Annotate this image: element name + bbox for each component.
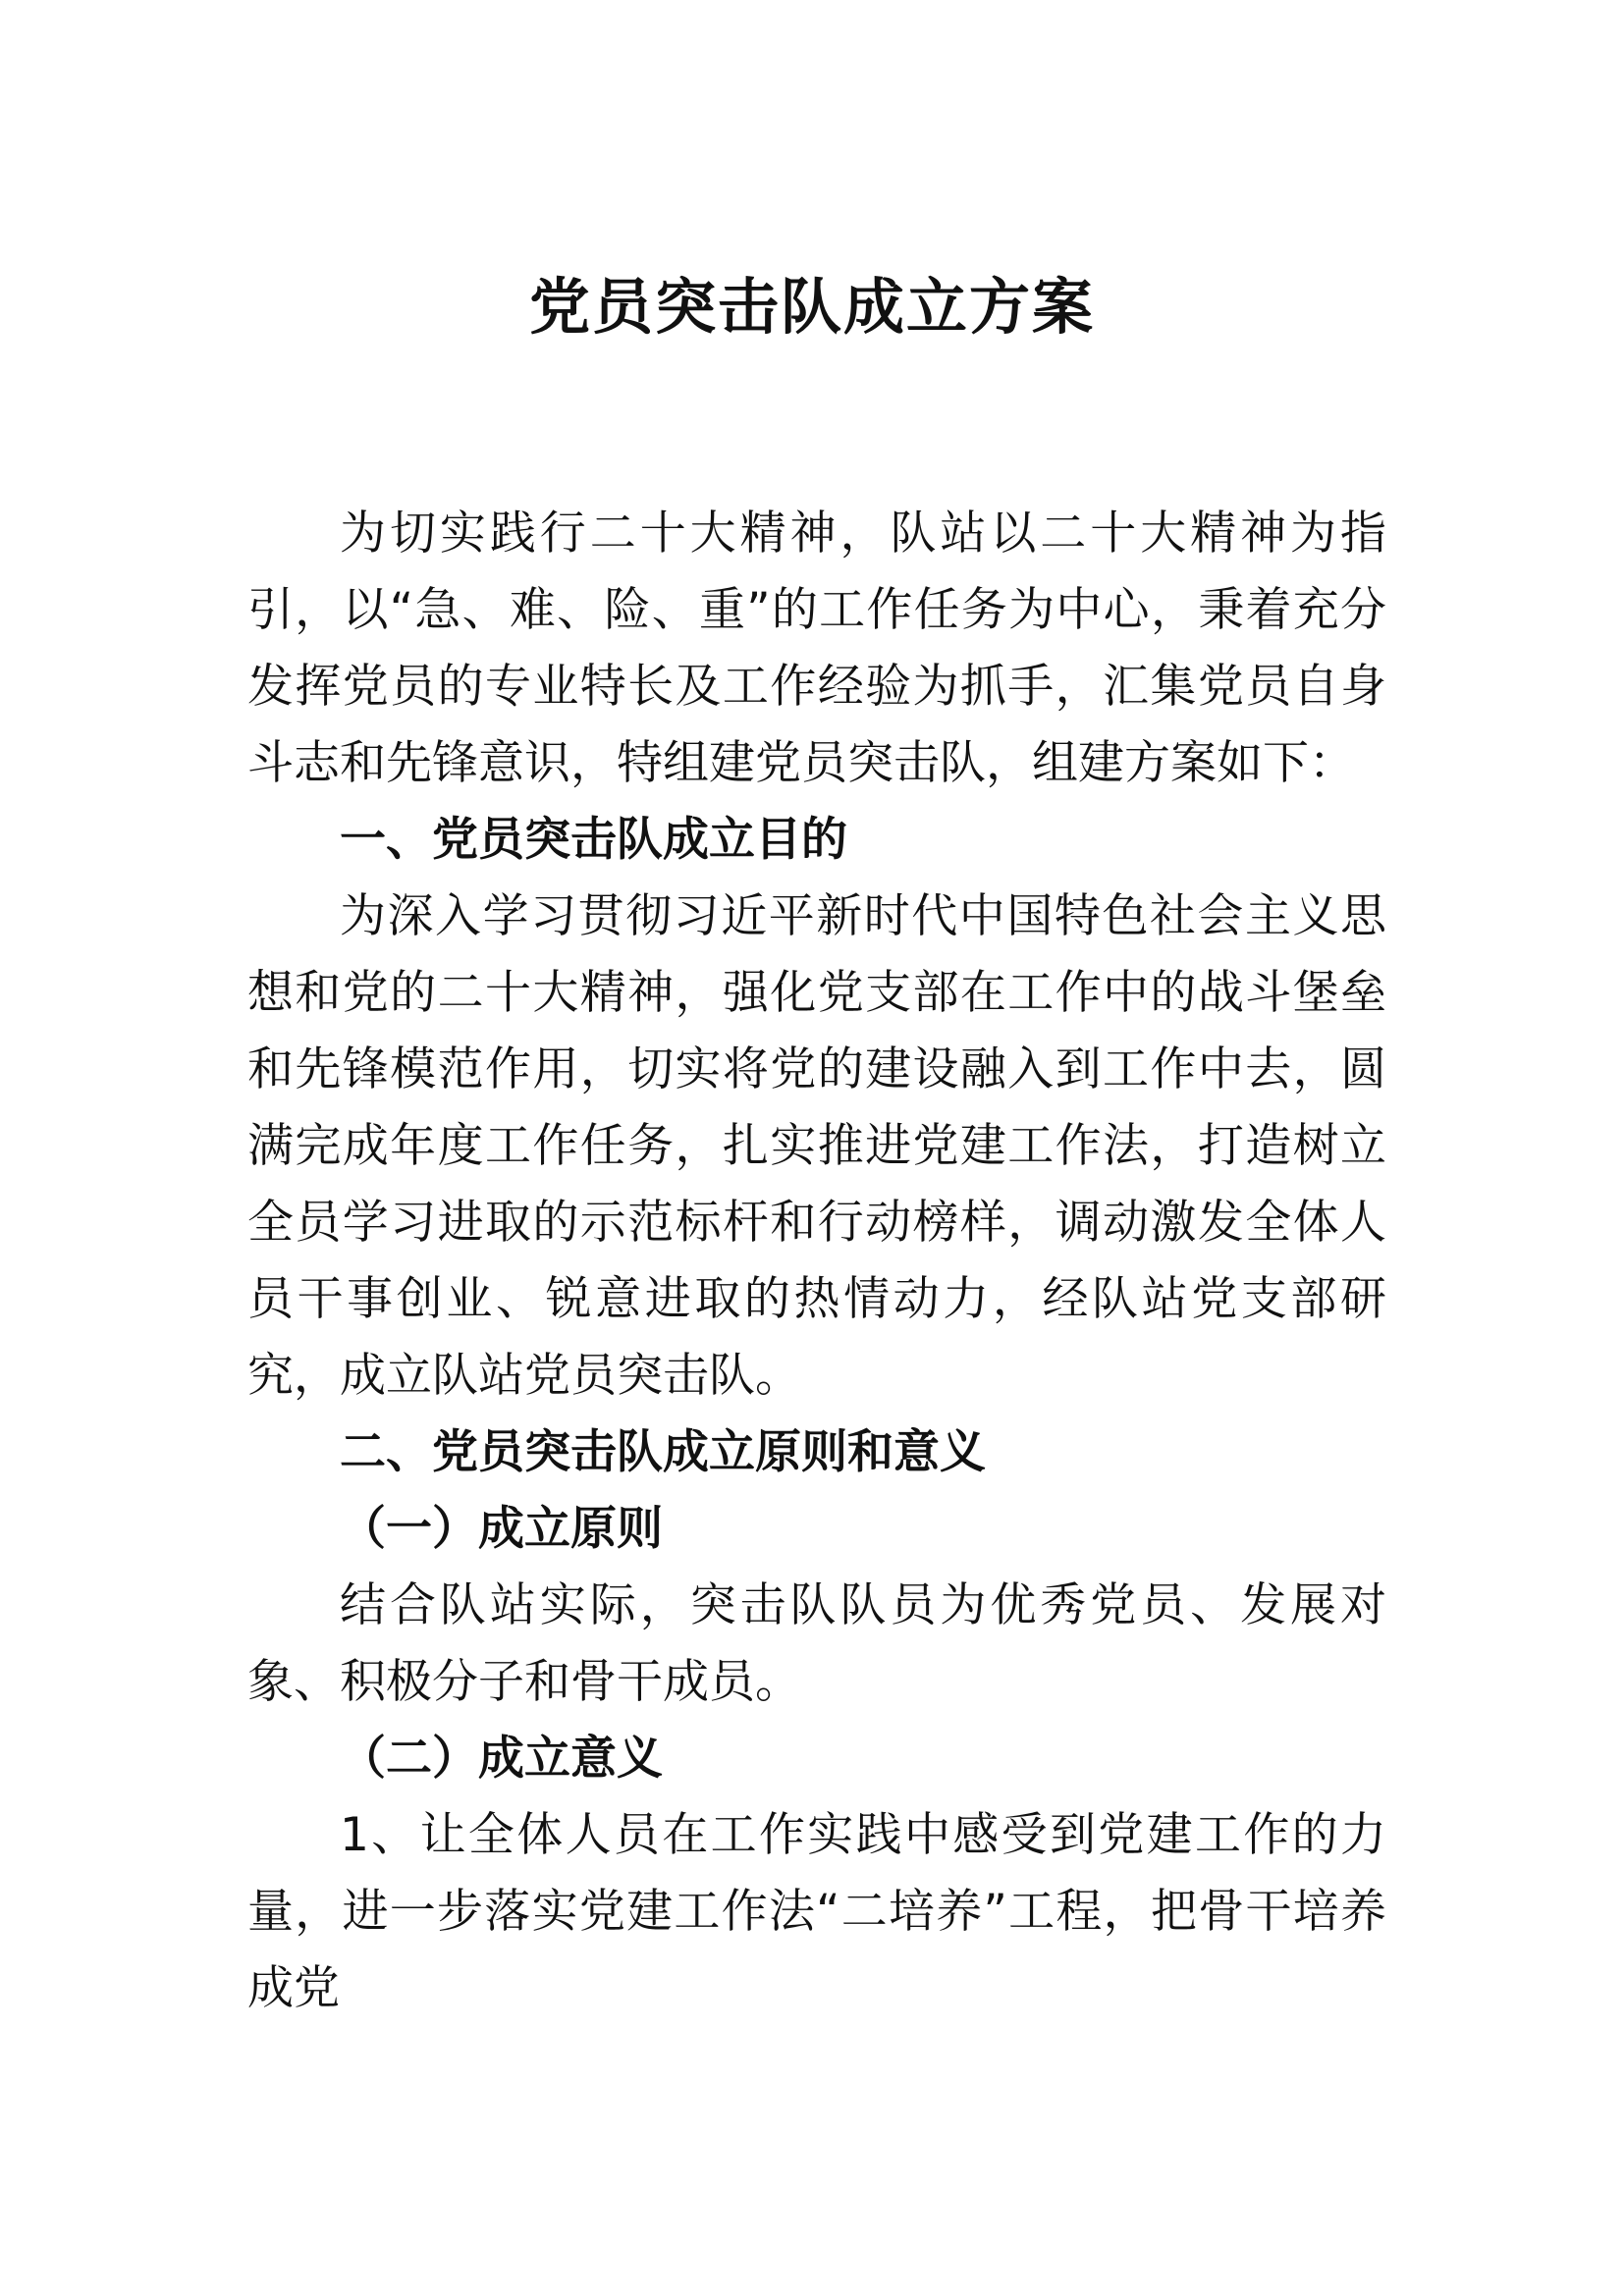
subsection-2-paragraph: 1、让全体人员在工作实践中感受到党建工作的力量，进一步落实党建工作法“二培养”工程，把骨干培养成党 bbox=[247, 1808, 1386, 2015]
subsection-1-heading: （一）成立原则 bbox=[340, 1502, 663, 1556]
subsection-2-heading: （二）成立意义 bbox=[340, 1732, 663, 1786]
subsection-1-paragraph: 结合队站实际，突击队队员为优秀党员、发展对象、积极分子和骨干成员。 bbox=[247, 1578, 1386, 1709]
document-title: 党员突击队成立方案 bbox=[528, 271, 1095, 343]
intro-paragraph: 为切实践行二十大精神，队站以二十大精神为指引，以“急、难、险、重”的工作任务为中心，秉着充分发挥党员的专业特长及工作经验为抓手，汇集党员自身斗志和先锋意识，特组建党员突击队，组建方案如下： bbox=[247, 507, 1386, 790]
section-2-heading: 二、党员突击队成立原则和意义 bbox=[340, 1425, 986, 1479]
section-1-heading: 一、党员突击队成立目的 bbox=[340, 813, 847, 867]
document-body bbox=[247, 496, 1386, 2027]
section-1-paragraph: 为深入学习贯彻习近平新时代中国特色社会主义思想和党的二十大精神，强化党支部在工作中的战斗堡垒和先锋模范作用，切实将党的建设融入到工作中去，圆满完成年度工作任务，扎实推进党建工作法，打造树立全员学习进取的示范标杆和行动榜样，调动激发全体人员干事创业、锐意进取的热情动力，经队站党支部研究，成立队站党员突击队。 bbox=[247, 889, 1386, 1403]
